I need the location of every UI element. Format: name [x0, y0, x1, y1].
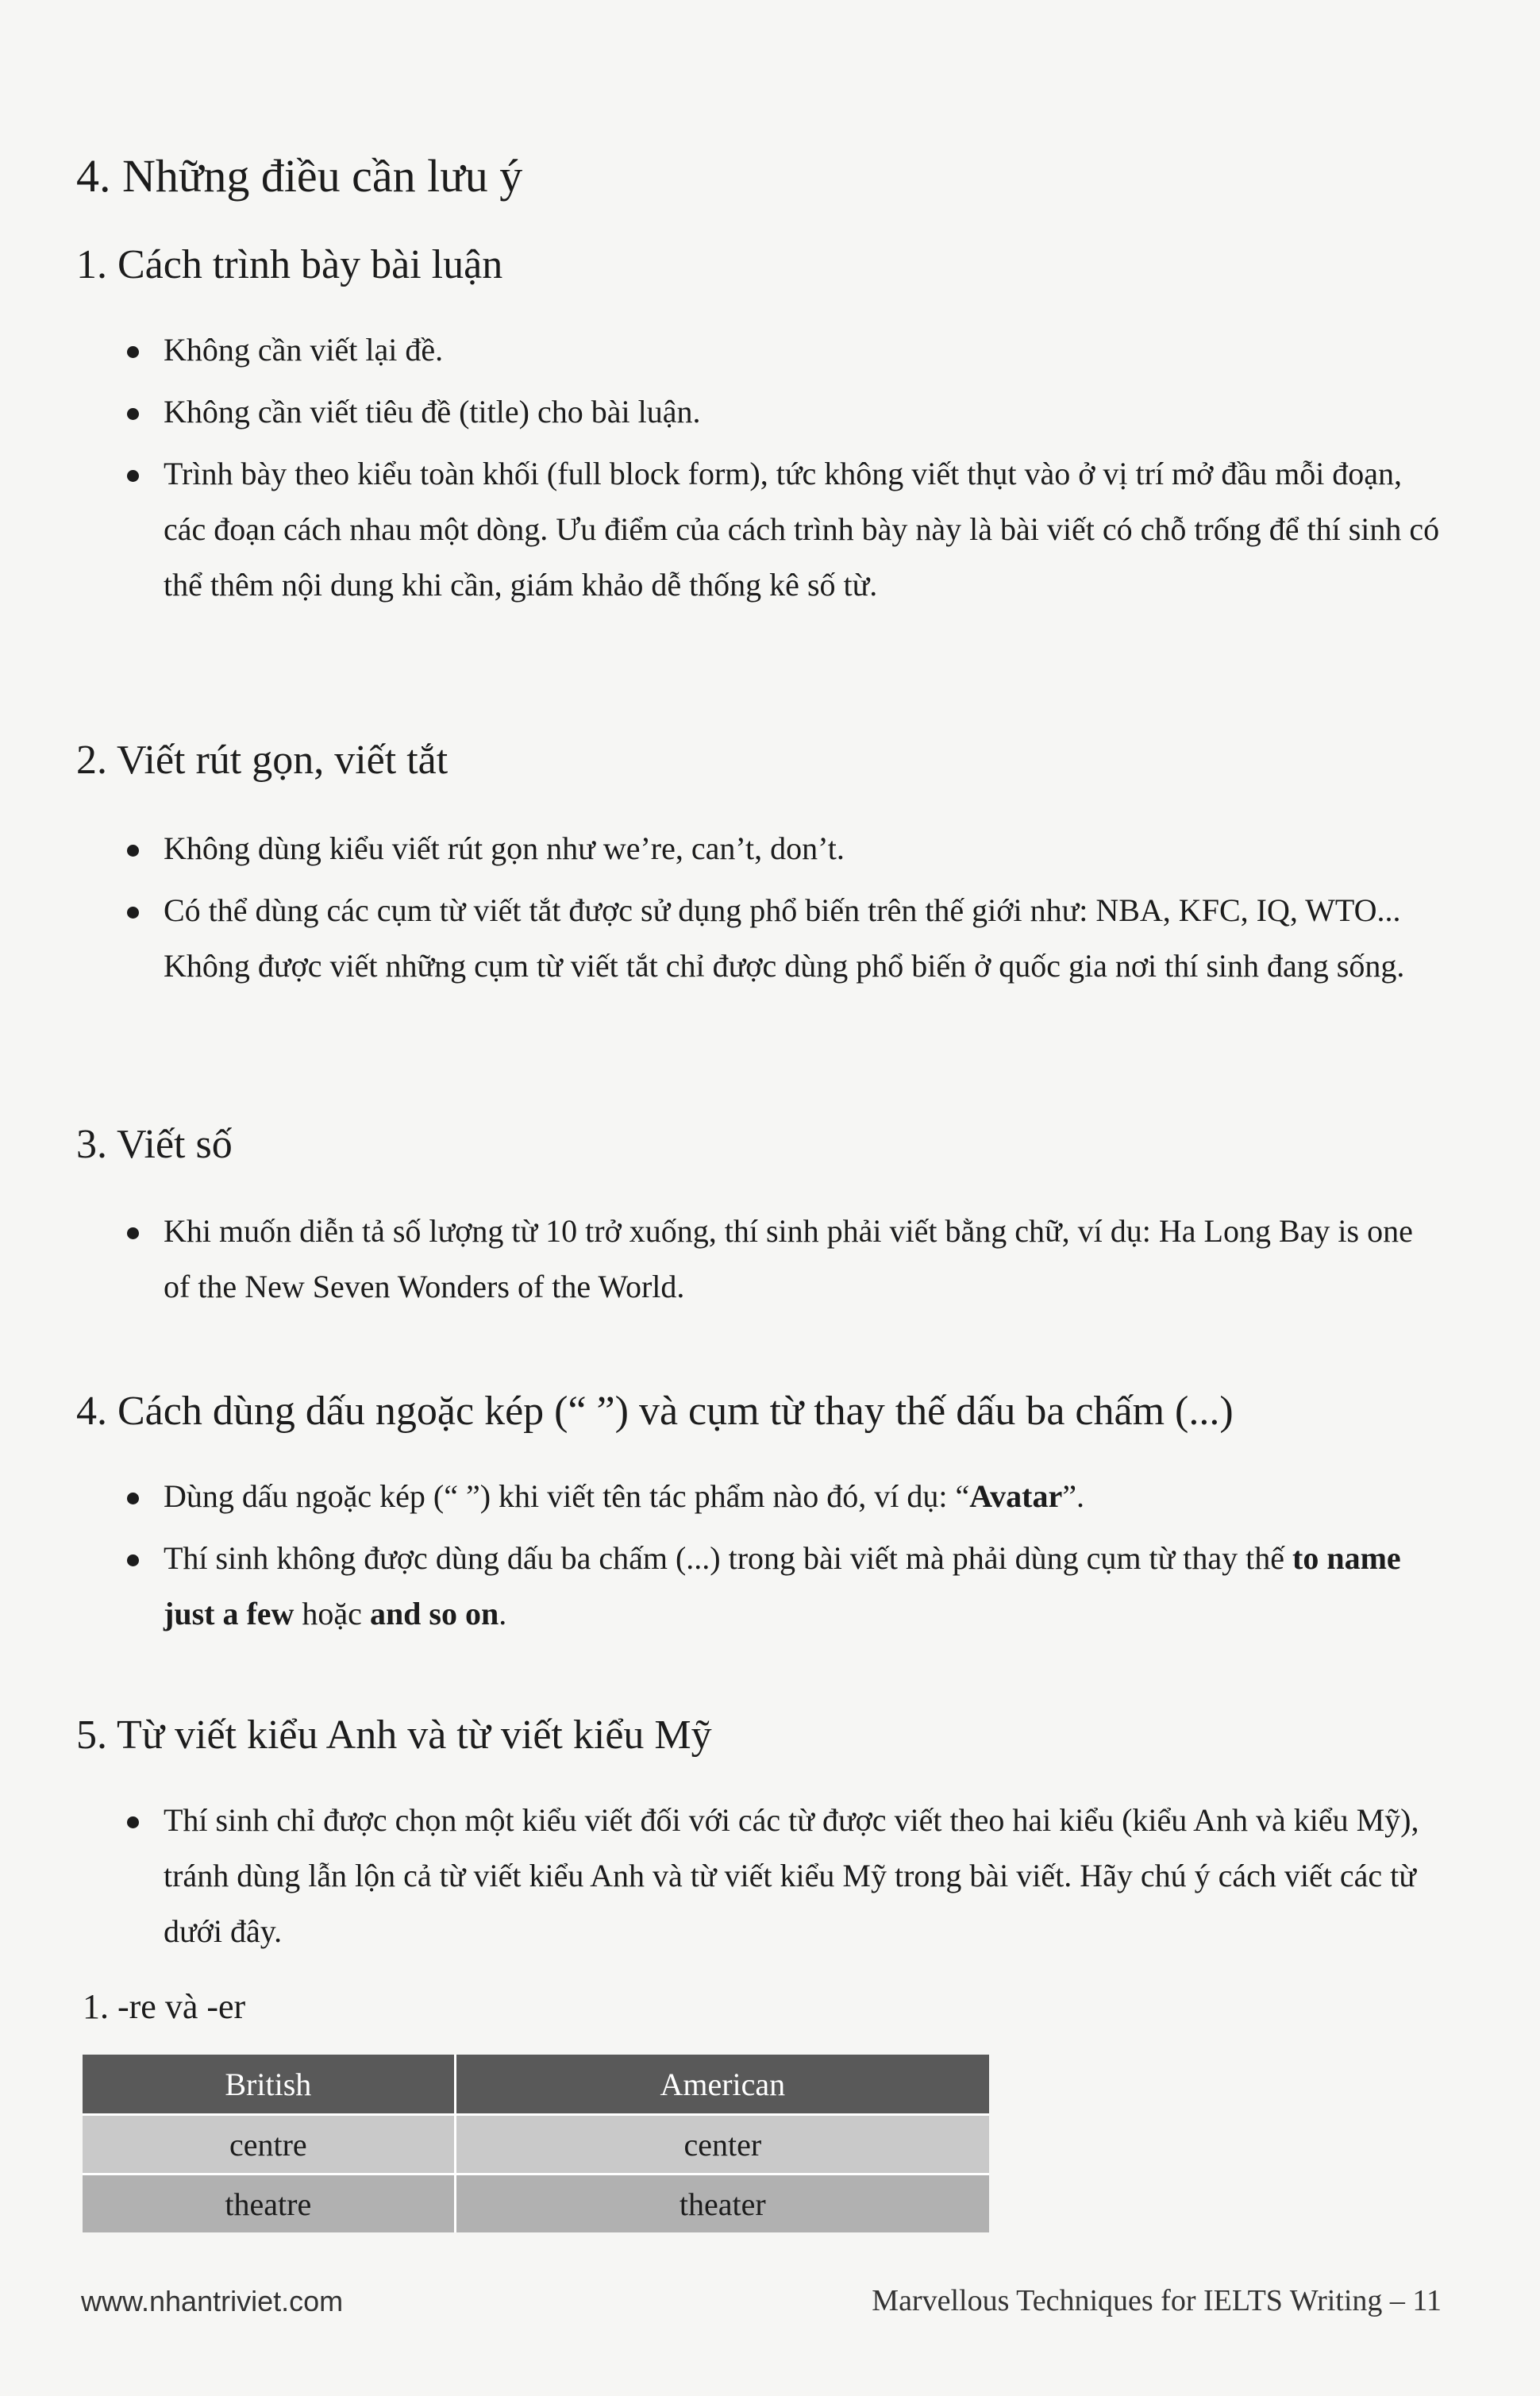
text-run: . [499, 1596, 507, 1631]
main-heading: 4. Những điều cần lưu ý [76, 150, 523, 202]
list-item: Không cần viết tiêu đề (title) cho bài luận. [119, 384, 1445, 440]
section-heading-spelling: 5. Từ viết kiểu Anh và từ viết kiểu Mỹ [76, 1712, 712, 1758]
text-run: Dùng dấu ngoặc kép (“ ”) khi viết tên tác phẩm nào đó, ví dụ: “ [164, 1478, 970, 1514]
table-header-row [83, 2055, 989, 2115]
text-run: Thí sinh không được dùng dấu ba chấm (...) trong bài viết mà phải dùng cụm từ thay thế [164, 1540, 1292, 1576]
text-run: ”. [1062, 1478, 1084, 1514]
section-list-spelling [119, 1793, 1445, 1966]
text-run: hoặc [294, 1596, 370, 1631]
bold-text: and so on [369, 1596, 499, 1631]
list-item: Không cần viết lại đề. [119, 322, 1445, 378]
footer-website: www.nhantriviet.com [81, 2285, 344, 2317]
list-item [119, 1469, 1445, 1524]
footer-page-number: Marvellous Techniques for IELTS Writing – 11 [872, 2284, 1442, 2317]
section-list-abbreviations [119, 821, 1445, 1000]
table-cell: centre [83, 2115, 455, 2175]
section-heading-quotes: 4. Cách dùng dấu ngoặc kép (“ ”) và cụm từ thay thế dấu ba chấm (...) [76, 1389, 1234, 1434]
column-header: British [83, 2055, 455, 2115]
section-heading-layout: 1. Cách trình bày bài luận [76, 242, 503, 287]
section-list-layout [119, 322, 1445, 619]
bold-text: to name just a few [164, 1540, 1401, 1631]
list-item: Khi muốn diễn tả số lượng từ 10 trở xuống, thí sinh phải viết bằng chữ, ví dụ: Ha Long Bay is one of the New Seven Wonders of the World. [119, 1204, 1445, 1315]
list-item: Trình bày theo kiểu toàn khối (full block form), tức không viết thụt vào ở vị trí mở đầu mỗi đoạn, các đoạn cách nhau một dòng. Ưu điểm của cách trình bày này là bài viết có chỗ trống để thí sinh có thể thêm nội dung khi cần, giám khảo dễ thống kê số từ. [119, 446, 1445, 613]
bold-text: Avatar [969, 1478, 1063, 1514]
list-item: Có thể dùng các cụm từ viết tắt được sử dụng phổ biến trên thế giới như: NBA, KFC, IQ, WTO... Không được viết những cụm từ viết tắt chỉ được dùng phổ biến ở quốc gia nơi thí sinh đang sống. [119, 883, 1445, 994]
spelling-table [83, 2055, 989, 2232]
list-item: Thí sinh chỉ được chọn một kiểu viết đối với các từ được viết theo hai kiểu (kiểu Anh và kiểu Mỹ), tránh dùng lẫn lộn cả từ viết kiểu Anh và từ viết kiểu Mỹ trong bài viết. Hãy chú ý cách viết các từ dưới đây. [119, 1793, 1445, 1959]
list-item: Không dùng kiểu viết rút gọn như we’re, can’t, don’t. [119, 821, 1445, 876]
section-heading-abbreviations: 2. Viết rút gọn, viết tắt [76, 738, 449, 783]
section-list-numbers [119, 1204, 1445, 1321]
table-row [83, 2115, 989, 2175]
column-header: American [455, 2055, 989, 2115]
section-list-quotes [119, 1469, 1445, 1648]
subsection-heading: 1. -re và -er [83, 1987, 246, 2026]
table-cell: theater [455, 2175, 989, 2233]
table-row [83, 2175, 989, 2233]
table-cell: theatre [83, 2175, 455, 2233]
table-cell: center [455, 2115, 989, 2175]
list-item [119, 1531, 1445, 1642]
section-heading-numbers: 3. Viết số [76, 1122, 233, 1167]
